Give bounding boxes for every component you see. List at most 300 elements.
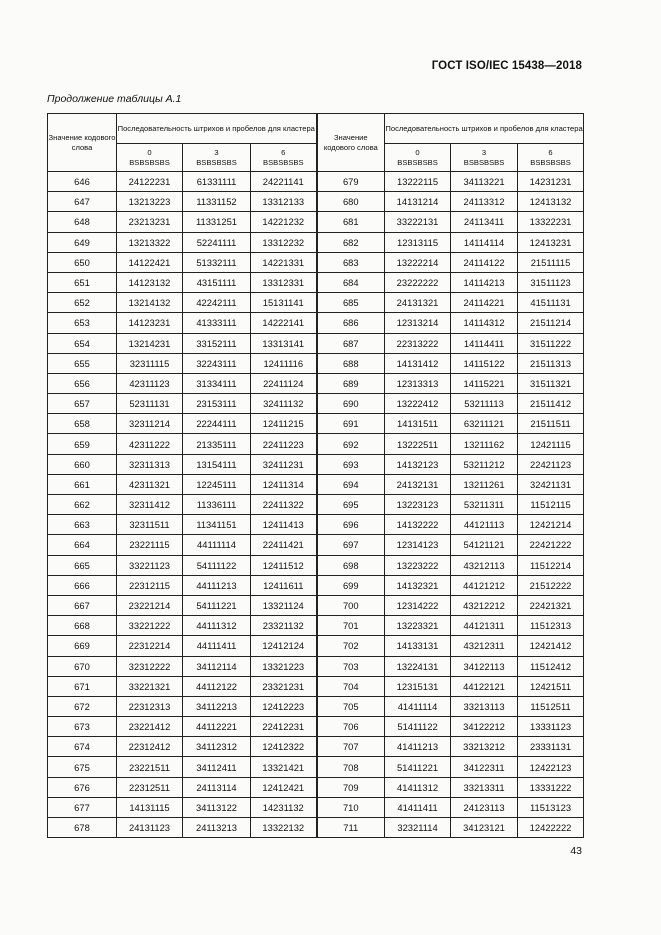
cell-value-right: 710 (317, 797, 385, 817)
cell-cluster-3-right: 14114411 (451, 333, 518, 353)
cell-value-right: 696 (317, 515, 385, 535)
cell-cluster-6-right: 22421222 (518, 535, 584, 555)
cell-cluster-0-left: 23213231 (117, 212, 183, 232)
cell-value-left: 678 (48, 818, 117, 838)
cell-cluster-3-left: 32243111 (183, 353, 251, 373)
cell-cluster-0-right: 14132321 (385, 575, 451, 595)
table-row (48, 172, 584, 192)
cell-value-left: 658 (48, 414, 117, 434)
cell-cluster-3-left: 44111312 (183, 616, 251, 636)
cell-cluster-3-left: 31334111 (183, 373, 251, 393)
cell-cluster-0-left: 14122421 (117, 252, 183, 272)
table-row (48, 373, 584, 393)
cell-value-right: 687 (317, 333, 385, 353)
cell-cluster-6-left: 13321223 (251, 656, 317, 676)
cell-value-right: 704 (317, 676, 385, 696)
cell-cluster-3-left: 11341151 (183, 515, 251, 535)
cell-cluster-3-right: 33213311 (451, 777, 518, 797)
table-row (48, 394, 584, 414)
cell-cluster-3-left: 43151111 (183, 272, 251, 292)
cell-cluster-0-left: 42311321 (117, 474, 183, 494)
cell-value-left: 650 (48, 252, 117, 272)
table-row (48, 797, 584, 817)
cell-cluster-6-right: 23331131 (518, 737, 584, 757)
cell-cluster-6-right: 21511214 (518, 313, 584, 333)
cell-cluster-6-right: 12421412 (518, 636, 584, 656)
table-row (48, 454, 584, 474)
cell-cluster-0-left: 42311123 (117, 373, 183, 393)
cell-cluster-6-right: 21511511 (518, 414, 584, 434)
cell-cluster-0-right: 24132131 (385, 474, 451, 494)
cell-cluster-6-left: 22412231 (251, 717, 317, 737)
cell-cluster-6-right: 21511412 (518, 394, 584, 414)
cell-value-left: 663 (48, 515, 117, 535)
cell-cluster-3-left: 34112411 (183, 757, 251, 777)
table-row (48, 495, 584, 515)
cell-cluster-0-right: 13222511 (385, 434, 451, 454)
table-row (48, 252, 584, 272)
cell-cluster-0-left: 23221511 (117, 757, 183, 777)
cell-cluster-0-right: 14133131 (385, 636, 451, 656)
cell-cluster-6-right: 12421115 (518, 434, 584, 454)
cell-value-right: 685 (317, 293, 385, 313)
cell-cluster-3-left: 44111411 (183, 636, 251, 656)
cell-cluster-6-right: 11512511 (518, 696, 584, 716)
cell-cluster-0-left: 33221222 (117, 616, 183, 636)
cell-cluster-6-left: 13321421 (251, 757, 317, 777)
cell-cluster-3-right: 43212113 (451, 555, 518, 575)
cell-cluster-0-right: 22313222 (385, 333, 451, 353)
cell-cluster-3-right: 14114213 (451, 272, 518, 292)
table-row (48, 676, 584, 696)
cell-cluster-3-left: 24113114 (183, 777, 251, 797)
cell-cluster-6-left: 13312232 (251, 232, 317, 252)
cell-value-left: 647 (48, 192, 117, 212)
cell-value-left: 666 (48, 575, 117, 595)
cell-value-left: 675 (48, 757, 117, 777)
cell-value-right: 691 (317, 414, 385, 434)
cell-cluster-3-left: 11336111 (183, 495, 251, 515)
cell-value-right: 690 (317, 394, 385, 414)
cell-cluster-6-left: 24221141 (251, 172, 317, 192)
cell-cluster-0-left: 42311222 (117, 434, 183, 454)
table-row (48, 474, 584, 494)
cell-value-right: 711 (317, 818, 385, 838)
cell-cluster-6-left: 13312331 (251, 272, 317, 292)
cell-value-right: 701 (317, 616, 385, 636)
cell-value-right: 698 (317, 555, 385, 575)
cell-cluster-6-left: 12411413 (251, 515, 317, 535)
cell-cluster-0-right: 24131321 (385, 293, 451, 313)
cell-value-left: 652 (48, 293, 117, 313)
table-row (48, 535, 584, 555)
cell-value-right: 694 (317, 474, 385, 494)
code-table (47, 113, 584, 838)
cell-cluster-0-left: 32311412 (117, 495, 183, 515)
cell-cluster-0-right: 41411312 (385, 777, 451, 797)
cell-cluster-0-right: 12313115 (385, 232, 451, 252)
table-row (48, 333, 584, 353)
cell-cluster-6-left: 13321124 (251, 595, 317, 615)
cell-cluster-0-left: 32311511 (117, 515, 183, 535)
cell-cluster-0-right: 13222115 (385, 172, 451, 192)
cell-cluster-3-right: 43212311 (451, 636, 518, 656)
cell-cluster-3-left: 51332111 (183, 252, 251, 272)
cell-value-right: 679 (317, 172, 385, 192)
cell-cluster-0-right: 14132123 (385, 454, 451, 474)
cell-value-right: 708 (317, 757, 385, 777)
cell-cluster-3-left: 44111114 (183, 535, 251, 555)
cell-cluster-0-left: 14123132 (117, 272, 183, 292)
cell-cluster-0-left: 13214231 (117, 333, 183, 353)
cell-cluster-6-left: 14221232 (251, 212, 317, 232)
cell-value-right: 707 (317, 737, 385, 757)
cell-cluster-6-left: 22411322 (251, 495, 317, 515)
cell-cluster-6-left: 12411116 (251, 353, 317, 373)
cell-value-right: 683 (317, 252, 385, 272)
cell-cluster-3-left: 12245111 (183, 474, 251, 494)
table-row (48, 272, 584, 292)
cell-cluster-6-right: 22421321 (518, 595, 584, 615)
cell-value-left: 664 (48, 535, 117, 555)
cell-cluster-0-left: 22312214 (117, 636, 183, 656)
cell-cluster-6-left: 12411215 (251, 414, 317, 434)
cell-value-left: 657 (48, 394, 117, 414)
cell-cluster-0-left: 22312511 (117, 777, 183, 797)
cell-cluster-3-left: 42242111 (183, 293, 251, 313)
cell-cluster-0-right: 13223123 (385, 495, 451, 515)
table-caption: Продолжение таблицы А.1 (47, 93, 182, 105)
cell-value-left: 676 (48, 777, 117, 797)
cell-cluster-0-right: 13223222 (385, 555, 451, 575)
cell-value-right: 703 (317, 656, 385, 676)
cell-cluster-3-right: 63211121 (451, 414, 518, 434)
cell-value-right: 702 (317, 636, 385, 656)
cell-value-right: 686 (317, 313, 385, 333)
cell-value-left: 669 (48, 636, 117, 656)
cell-cluster-0-right: 12314123 (385, 535, 451, 555)
cell-cluster-6-right: 21512222 (518, 575, 584, 595)
table-body (48, 172, 584, 838)
cell-cluster-6-left: 12412124 (251, 636, 317, 656)
cell-value-left: 668 (48, 616, 117, 636)
cell-cluster-3-left: 23153111 (183, 394, 251, 414)
cluster-6-header-left: 6 BSBSBSBS (251, 144, 317, 172)
cell-cluster-0-left: 24122231 (117, 172, 183, 192)
cell-cluster-6-right: 12421214 (518, 515, 584, 535)
table-row (48, 818, 584, 838)
cell-cluster-0-left: 52311131 (117, 394, 183, 414)
cell-cluster-0-right: 41411114 (385, 696, 451, 716)
cell-cluster-6-right: 14231231 (518, 172, 584, 192)
cell-cluster-6-right: 31511222 (518, 333, 584, 353)
cell-cluster-6-left: 13322132 (251, 818, 317, 838)
cell-cluster-6-right: 11513123 (518, 797, 584, 817)
cell-value-left: 661 (48, 474, 117, 494)
cell-cluster-3-right: 44121113 (451, 515, 518, 535)
cell-value-left: 672 (48, 696, 117, 716)
cell-cluster-3-right: 24113312 (451, 192, 518, 212)
cell-cluster-0-right: 13223321 (385, 616, 451, 636)
cell-cluster-6-left: 14221331 (251, 252, 317, 272)
cell-cluster-6-left: 32411231 (251, 454, 317, 474)
cell-value-right: 709 (317, 777, 385, 797)
table-row (48, 777, 584, 797)
cell-cluster-0-right: 14132222 (385, 515, 451, 535)
cell-cluster-3-left: 34112114 (183, 656, 251, 676)
cell-cluster-6-left: 13313141 (251, 333, 317, 353)
cell-cluster-3-right: 13211162 (451, 434, 518, 454)
table-row (48, 313, 584, 333)
cell-cluster-3-left: 54111221 (183, 595, 251, 615)
sequence-header-right: Последовательность штрихов и пробелов для кластера (385, 114, 584, 144)
cell-cluster-6-left: 22411421 (251, 535, 317, 555)
cell-cluster-6-left: 12412421 (251, 777, 317, 797)
cell-value-right: 684 (317, 272, 385, 292)
table-row (48, 696, 584, 716)
cell-cluster-6-left: 22411223 (251, 434, 317, 454)
cell-cluster-0-right: 41411213 (385, 737, 451, 757)
cell-cluster-6-left: 12411611 (251, 575, 317, 595)
cell-cluster-0-right: 23222222 (385, 272, 451, 292)
cell-cluster-0-left: 13214132 (117, 293, 183, 313)
cell-cluster-0-left: 33221123 (117, 555, 183, 575)
cell-cluster-0-left: 32311214 (117, 414, 183, 434)
cell-cluster-3-right: 53211113 (451, 394, 518, 414)
cluster-6-header-right: 6 BSBSBSBS (518, 144, 584, 172)
cell-cluster-0-right: 13222214 (385, 252, 451, 272)
cell-value-right: 688 (317, 353, 385, 373)
cell-cluster-6-left: 32411132 (251, 394, 317, 414)
table-row (48, 555, 584, 575)
cell-cluster-0-right: 13224131 (385, 656, 451, 676)
cell-cluster-6-right: 12413132 (518, 192, 584, 212)
cell-value-left: 651 (48, 272, 117, 292)
table-row (48, 636, 584, 656)
table-row (48, 353, 584, 373)
cell-cluster-6-right: 21511115 (518, 252, 584, 272)
cell-cluster-0-right: 12313313 (385, 373, 451, 393)
cell-cluster-3-right: 24123113 (451, 797, 518, 817)
cluster-0-header-left: 0 BSBSBSBS (117, 144, 183, 172)
table-row (48, 717, 584, 737)
table-row (48, 757, 584, 777)
cell-cluster-6-right: 13322231 (518, 212, 584, 232)
cell-cluster-6-right: 31511123 (518, 272, 584, 292)
cell-value-left: 646 (48, 172, 117, 192)
cell-value-left: 673 (48, 717, 117, 737)
cell-value-left: 660 (48, 454, 117, 474)
cell-cluster-3-left: 13154111 (183, 454, 251, 474)
table-row (48, 515, 584, 535)
table-row (48, 737, 584, 757)
cell-cluster-3-right: 13211261 (451, 474, 518, 494)
table-row (48, 293, 584, 313)
cell-cluster-3-left: 22244111 (183, 414, 251, 434)
cell-value-left: 654 (48, 333, 117, 353)
cell-cluster-6-left: 22411124 (251, 373, 317, 393)
cell-value-right: 705 (317, 696, 385, 716)
cell-cluster-0-right: 51411221 (385, 757, 451, 777)
table-row (48, 575, 584, 595)
cell-cluster-3-right: 24114221 (451, 293, 518, 313)
cell-cluster-3-left: 44112221 (183, 717, 251, 737)
cell-cluster-3-right: 44121311 (451, 616, 518, 636)
cell-value-left: 648 (48, 212, 117, 232)
table-row (48, 414, 584, 434)
cell-cluster-0-left: 23221115 (117, 535, 183, 555)
cell-cluster-0-left: 13213322 (117, 232, 183, 252)
table-row (48, 656, 584, 676)
cell-cluster-6-right: 13331222 (518, 777, 584, 797)
cluster-3-header-right: 3 BSBSBSBS (451, 144, 518, 172)
cell-cluster-3-left: 41333111 (183, 313, 251, 333)
cell-cluster-3-right: 14114114 (451, 232, 518, 252)
cell-cluster-6-left: 12412223 (251, 696, 317, 716)
cell-value-left: 665 (48, 555, 117, 575)
cell-cluster-6-right: 13331123 (518, 717, 584, 737)
cell-cluster-0-left: 32312222 (117, 656, 183, 676)
cell-cluster-6-left: 15131141 (251, 293, 317, 313)
cell-cluster-3-right: 44122121 (451, 676, 518, 696)
cell-value-right: 693 (317, 454, 385, 474)
cell-value-right: 689 (317, 373, 385, 393)
sequence-header-left: Последовательность штрихов и пробелов для кластера (117, 114, 317, 144)
cell-value-right: 680 (317, 192, 385, 212)
cell-cluster-0-right: 14131412 (385, 353, 451, 373)
cell-value-left: 653 (48, 313, 117, 333)
cell-cluster-0-right: 12313214 (385, 313, 451, 333)
cell-cluster-3-left: 33152111 (183, 333, 251, 353)
cell-cluster-3-right: 34123121 (451, 818, 518, 838)
cell-cluster-0-right: 41411411 (385, 797, 451, 817)
cell-cluster-0-right: 32321114 (385, 818, 451, 838)
cell-cluster-6-right: 11512214 (518, 555, 584, 575)
cell-value-left: 670 (48, 656, 117, 676)
cell-cluster-6-right: 12422123 (518, 757, 584, 777)
cell-cluster-3-left: 44111213 (183, 575, 251, 595)
cell-cluster-3-left: 21335111 (183, 434, 251, 454)
cell-cluster-6-right: 12421511 (518, 676, 584, 696)
cell-cluster-6-right: 12422222 (518, 818, 584, 838)
cell-cluster-6-right: 32421131 (518, 474, 584, 494)
cell-value-right: 700 (317, 595, 385, 615)
table-row (48, 434, 584, 454)
cell-cluster-0-left: 22312412 (117, 737, 183, 757)
cell-value-right: 699 (317, 575, 385, 595)
cell-cluster-0-left: 23221412 (117, 717, 183, 737)
cell-cluster-3-left: 34113122 (183, 797, 251, 817)
cell-cluster-6-left: 23321132 (251, 616, 317, 636)
cell-cluster-0-left: 33221321 (117, 676, 183, 696)
cell-cluster-6-left: 14222141 (251, 313, 317, 333)
cell-cluster-6-right: 12413231 (518, 232, 584, 252)
cell-value-left: 662 (48, 495, 117, 515)
cell-value-right: 697 (317, 535, 385, 555)
cell-cluster-3-right: 14114312 (451, 313, 518, 333)
cell-cluster-3-left: 61331111 (183, 172, 251, 192)
cell-cluster-0-left: 14123231 (117, 313, 183, 333)
cell-cluster-6-left: 12411512 (251, 555, 317, 575)
cell-value-left: 671 (48, 676, 117, 696)
cell-cluster-6-right: 22421123 (518, 454, 584, 474)
table-row (48, 212, 584, 232)
cell-cluster-3-left: 11331251 (183, 212, 251, 232)
cell-value-left: 667 (48, 595, 117, 615)
cell-cluster-3-right: 53211311 (451, 495, 518, 515)
cell-cluster-0-left: 22312313 (117, 696, 183, 716)
cell-cluster-0-left: 23221214 (117, 595, 183, 615)
cell-cluster-0-left: 13213223 (117, 192, 183, 212)
cell-cluster-6-left: 12411314 (251, 474, 317, 494)
cell-cluster-3-right: 34122212 (451, 717, 518, 737)
cell-cluster-3-left: 44112122 (183, 676, 251, 696)
cell-cluster-3-left: 24113213 (183, 818, 251, 838)
value-column-header-right: Значение кодового слова (317, 114, 385, 172)
cell-cluster-0-right: 14131214 (385, 192, 451, 212)
cell-cluster-6-right: 41511131 (518, 293, 584, 313)
cell-cluster-3-right: 24114122 (451, 252, 518, 272)
cell-value-left: 649 (48, 232, 117, 252)
cell-value-left: 677 (48, 797, 117, 817)
cell-cluster-0-left: 14131115 (117, 797, 183, 817)
cell-cluster-3-right: 53211212 (451, 454, 518, 474)
cell-cluster-3-left: 11331152 (183, 192, 251, 212)
table-row (48, 232, 584, 252)
cell-cluster-3-right: 34122311 (451, 757, 518, 777)
cell-cluster-6-right: 11512313 (518, 616, 584, 636)
table-row (48, 192, 584, 212)
cell-cluster-0-right: 12315131 (385, 676, 451, 696)
cell-cluster-3-right: 44121212 (451, 575, 518, 595)
cluster-3-header-left: 3 BSBSBSBS (183, 144, 251, 172)
cell-cluster-6-left: 14231132 (251, 797, 317, 817)
cell-cluster-0-right: 14131511 (385, 414, 451, 434)
cell-value-right: 682 (317, 232, 385, 252)
cell-cluster-0-left: 32311313 (117, 454, 183, 474)
cell-cluster-3-right: 33213212 (451, 737, 518, 757)
cell-cluster-6-left: 23321231 (251, 676, 317, 696)
cell-value-right: 706 (317, 717, 385, 737)
page-number: 43 (570, 845, 582, 857)
cell-value-left: 655 (48, 353, 117, 373)
cell-value-left: 656 (48, 373, 117, 393)
cell-cluster-3-right: 14115122 (451, 353, 518, 373)
cell-cluster-6-right: 21511313 (518, 353, 584, 373)
standard-header: ГОСТ ISO/IEC 15438—2018 (431, 60, 582, 72)
cell-cluster-3-left: 34112213 (183, 696, 251, 716)
cell-cluster-0-right: 33222131 (385, 212, 451, 232)
cell-cluster-0-right: 51411122 (385, 717, 451, 737)
cell-cluster-3-right: 14115221 (451, 373, 518, 393)
cell-cluster-3-right: 34113221 (451, 172, 518, 192)
cell-cluster-3-right: 24113411 (451, 212, 518, 232)
cell-value-right: 681 (317, 212, 385, 232)
cell-value-right: 695 (317, 495, 385, 515)
cell-cluster-6-right: 11512115 (518, 495, 584, 515)
cell-cluster-3-right: 54121121 (451, 535, 518, 555)
cell-cluster-3-left: 52241111 (183, 232, 251, 252)
cell-cluster-0-right: 12314222 (385, 595, 451, 615)
cell-cluster-3-right: 43212212 (451, 595, 518, 615)
cell-cluster-6-right: 31511321 (518, 373, 584, 393)
cell-value-left: 674 (48, 737, 117, 757)
cell-cluster-0-left: 22312115 (117, 575, 183, 595)
cell-cluster-3-right: 34122113 (451, 656, 518, 676)
cell-cluster-3-left: 54111122 (183, 555, 251, 575)
cell-value-right: 692 (317, 434, 385, 454)
table-row (48, 616, 584, 636)
